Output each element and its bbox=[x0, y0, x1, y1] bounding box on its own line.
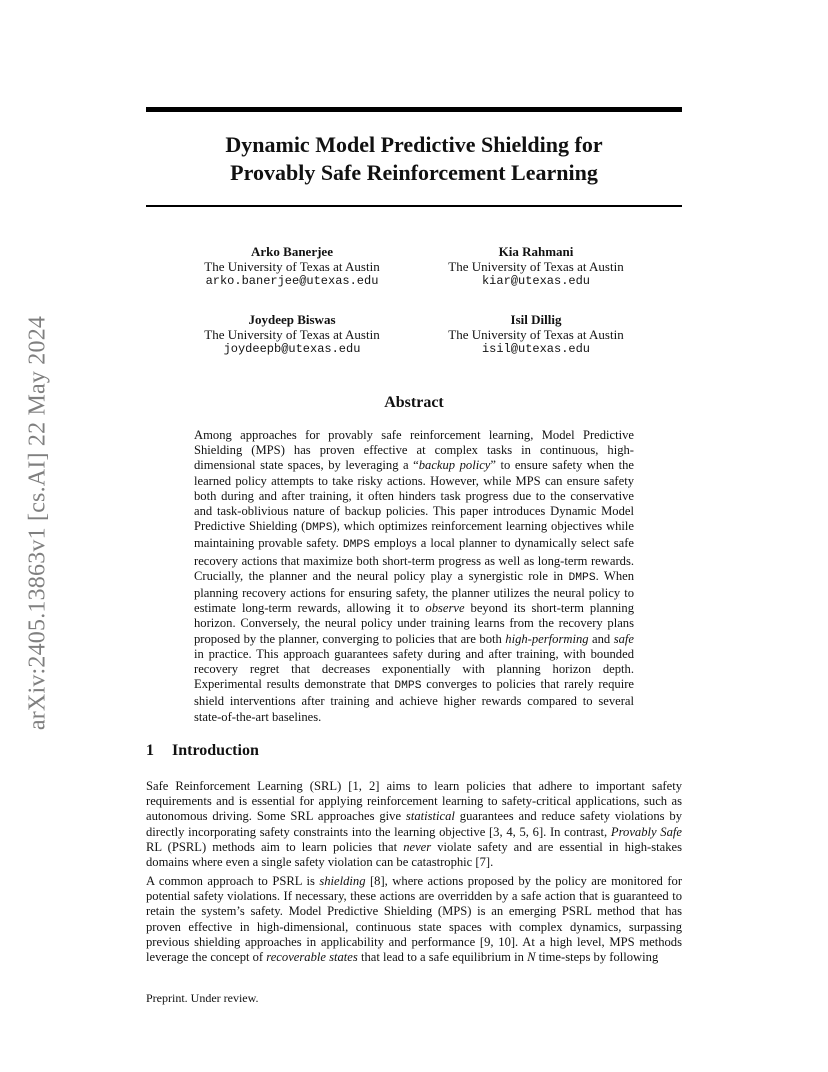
author-name: Joydeep Biswas bbox=[248, 312, 336, 327]
text-run: [8], where actions proposed by the policy are monitored for potential safety violations. If necessary, these actions are overridden by a safe action that is guaranteed to retain the system’s safety. Model Predictive Shielding (MPS) is an emerging PSRL method that has proven effective in high-dimensional, continuous state spaces with complex dynamics, surpassing previous shielding approaches in applicability and performance [9, 10]. At a high level, MPS methods leverage the concept of bbox=[146, 874, 683, 965]
author-block bbox=[182, 312, 402, 357]
title-bottom-rule bbox=[146, 205, 682, 207]
author-affiliation: The University of Texas at Austin bbox=[448, 327, 624, 342]
author-email: isil@utexas.edu bbox=[481, 342, 591, 356]
method-name-text: DMPS bbox=[394, 680, 422, 693]
emphasis-text: statistical bbox=[405, 809, 455, 824]
section-heading-introduction bbox=[146, 742, 682, 760]
paper-title: Dynamic Model Predictive Shielding for Provably Safe Reinforcement Learning bbox=[225, 132, 603, 185]
text-run: ” to ensure safety when the learned policy attempts to take risky actions. However, while MPS can ensure safety both during and after training, it often hinders task progress due to the conservative and task-oblivious nature of backup policies. This paper introduces Dynamic Model Predictive Shielding ( bbox=[194, 458, 634, 534]
author-affiliation: The University of Texas at Austin bbox=[204, 259, 380, 274]
text-run: Among approaches for provably safe reinforcement learning, Model Predictive Shielding (MPS) has proven effective at complex tasks in continuous, high-dimensional state spaces, by leveraging a “ bbox=[194, 428, 634, 473]
method-name-text: DMPS bbox=[568, 571, 596, 584]
author-email: joydeepb@utexas.edu bbox=[223, 342, 361, 356]
emphasis-text: high-performing bbox=[505, 631, 589, 646]
emphasis-text: backup policy bbox=[418, 458, 491, 473]
text-run: . When planning recovery actions for ensuring safety, the planner utilizes the neural policy to estimate long-term rewards, allowing it to bbox=[194, 568, 635, 616]
text-run: A common approach to PSRL is bbox=[146, 874, 320, 888]
text-run: that lead to a safe equilibrium in bbox=[357, 950, 528, 965]
author-block bbox=[426, 244, 646, 289]
emphasis-text: N bbox=[527, 950, 536, 965]
author-name: Kia Rahmani bbox=[498, 244, 574, 259]
section-number: 1 bbox=[146, 742, 154, 759]
emphasis-text: Provably Safe bbox=[610, 824, 682, 839]
text-run: converges to policies that rarely require shield interventions after training and achieve higher rewards compared to several state-of-the-art baselines. bbox=[194, 677, 634, 724]
author-name: Isil Dillig bbox=[510, 312, 562, 327]
text-run: violate safety and are essential in high-stakes domains where even a single safety violation can be catastrophic [7]. bbox=[146, 839, 682, 870]
emphasis-text: recoverable states bbox=[266, 950, 358, 965]
author-block bbox=[426, 312, 646, 357]
author-affiliation: The University of Texas at Austin bbox=[204, 327, 380, 342]
author-email: kiar@utexas.edu bbox=[481, 274, 591, 288]
text-run: RL (PSRL) methods aim to learn policies that bbox=[146, 839, 404, 854]
method-name-text: DMPS bbox=[342, 539, 370, 552]
text-run: employs a local planner to dynamically select safe recovery actions that maximize both short-term progress as well as long-term rewards. Crucially, the planner and the neural policy play a synergistic role in bbox=[194, 536, 634, 583]
text-run: in practice. This approach guarantees safety during and after training, with bounded recovery regret that decreases exponentially with planning horizon depth. Experimental results demonstrate that bbox=[194, 646, 634, 692]
abstract-body bbox=[194, 428, 634, 725]
intro-paragraph bbox=[146, 874, 682, 965]
emphasis-text: never bbox=[403, 839, 432, 854]
emphasis-text: shielding bbox=[319, 874, 366, 888]
author-email: arko.banerjee@utexas.edu bbox=[205, 274, 379, 288]
author-affiliation: The University of Texas at Austin bbox=[448, 259, 624, 274]
emphasis-text: observe bbox=[425, 601, 465, 616]
arxiv-identifier-stamp: arXiv:2405.13863v1 [cs.AI] 22 May 2024 bbox=[24, 315, 51, 731]
method-name-text: DMPS bbox=[305, 522, 333, 535]
text-run: beyond its short-term planning horizon. Conversely, the neural policy under training learns from the recovery plans proposed by the planner, converging to policies that are both bbox=[194, 601, 634, 646]
text-run: time-steps by following bbox=[535, 950, 659, 965]
text-run: Safe Reinforcement Learning (SRL) [1, 2] aims to learn policies that adhere to important safety requirements and is essential for applying reinforcement learning to safety-critical applications, such as autonomous driving. Some SRL approaches give bbox=[146, 779, 682, 824]
abstract-heading: Abstract bbox=[384, 394, 444, 411]
section-title: Introduction bbox=[172, 742, 259, 759]
intro-paragraph bbox=[146, 779, 682, 870]
title-top-rule bbox=[146, 107, 682, 112]
preprint-footer: Preprint. Under review. bbox=[146, 991, 259, 1005]
author-block bbox=[182, 244, 402, 289]
text-run: ), which optimizes reinforcement learning objectives while maintaining provable safety. bbox=[194, 519, 635, 551]
text-run: and bbox=[588, 631, 614, 646]
author-name: Arko Banerjee bbox=[251, 244, 333, 259]
emphasis-text: safe bbox=[613, 631, 634, 646]
text-run: guarantees and reduce safety violations by directly incorporating safety constraints into the learning objective [3, 4, 5, 6]. In contrast, bbox=[146, 809, 683, 839]
